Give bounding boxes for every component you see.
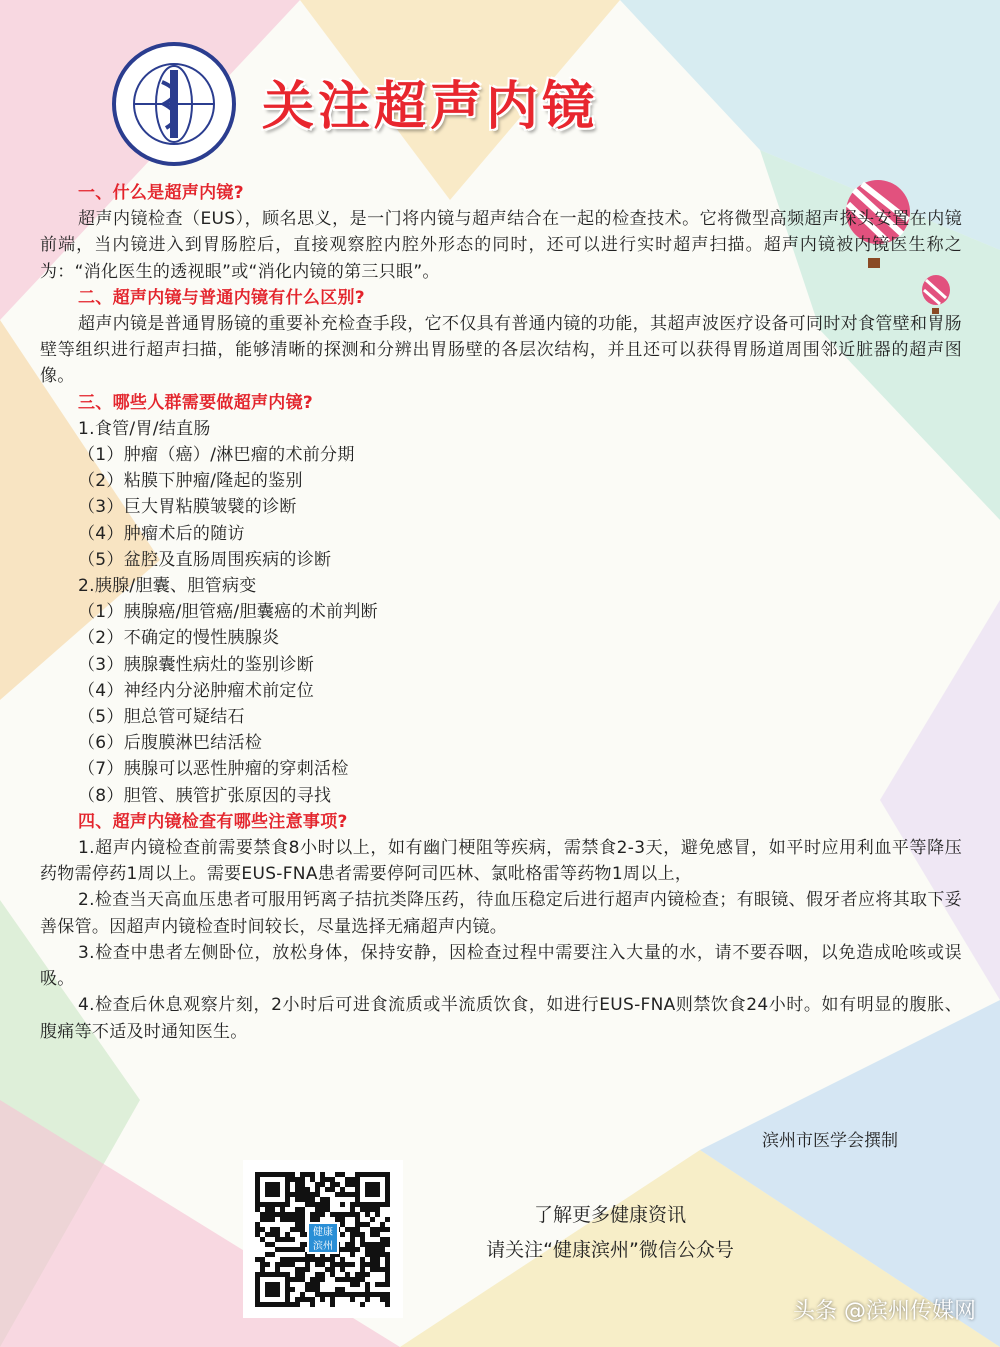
- follow-line1: 了解更多健康资讯: [533, 1204, 686, 1226]
- watermark: 头条 @滨州传媒网: [793, 1299, 976, 1324]
- paragraph: 4.检查后休息观察片刻，2小时后可进食流质或半流质饮食，如进行EUS-FNA则禁饮食24小时。如有明显的腹胀、腹痛等不适及时通知医生。: [40, 995, 962, 1042]
- list-item: （3）胰腺囊性病灶的鉴别诊断: [78, 654, 315, 675]
- qr-badge-line1: 健康: [313, 1227, 333, 1238]
- section-heading: 二、超声内镜与普通内镜有什么区别?: [78, 287, 365, 308]
- paragraph: 2.检查当天高血压患者可服用钙离子拮抗类降压药，待血压稳定后进行超声内镜检查；有眼镜、假牙者应将其取下妥善保管。因超声内镜检查时间较长，尽量选择无痛超声内镜。: [40, 890, 962, 937]
- author-credit: 滨州市医学会撰制: [762, 1131, 898, 1151]
- section-heading: 三、哪些人群需要做超声内镜?: [78, 392, 314, 413]
- list-item: （4）神经内分泌肿瘤术前定位: [78, 680, 315, 701]
- paragraph: 超声内镜是普通胃肠镜的重要补充检查手段，它不仅具有普通内镜的功能，其超声波医疗设备可同时对食管壁和胃肠壁等组织进行超声扫描，能够清晰的探测和分辨出胃肠壁的各层次结构，并且还可以获得胃肠道周围邻近脏器的超声图像。: [40, 314, 962, 387]
- section-heading: 四、超声内镜检查有哪些注意事项?: [78, 811, 348, 832]
- list-item: （8）胆管、胰管扩张原因的寻找: [78, 785, 332, 806]
- follow-line2: 请关注“健康滨州”微信公众号: [486, 1239, 734, 1261]
- list-item: （5）盆腔及直肠周围疾病的诊断: [78, 549, 332, 570]
- list-item: （1）胰腺癌/胆管癌/胆囊癌的术前判断: [78, 602, 378, 623]
- health-commission-logo: [112, 42, 236, 166]
- list-item: 1.食管/胃/结直肠: [78, 418, 211, 439]
- paragraph: 3.检查中患者左侧卧位，放松身体，保持安静，因检查过程中需要注入大量的水，请不要吞咽，以免造成呛咳或误吸。: [40, 942, 962, 990]
- list-item: （3）巨大胃粘膜皱襞的诊断: [78, 497, 297, 518]
- list-item: （4）肿瘤术后的随访: [78, 523, 245, 544]
- list-item: （5）胆总管可疑结石: [78, 707, 245, 728]
- list-item: 2.胰腺/胆囊、胆管病变: [78, 576, 257, 597]
- list-item: （7）胰腺可以恶性肿瘤的穿刺活检: [78, 759, 349, 780]
- article-body: [40, 180, 962, 1045]
- section-heading: 一、什么是超声内镜?: [78, 183, 244, 203]
- page-title: 关注超声内镜: [262, 77, 599, 137]
- list-item: （6）后腹膜淋巴结活检: [78, 733, 263, 754]
- list-item: （1）肿瘤（癌）/淋巴瘤的术前分期: [78, 445, 355, 466]
- wechat-qr-code[interactable]: [243, 1160, 403, 1318]
- list-item: （2）不确定的慢性胰腺炎: [78, 628, 280, 649]
- paragraph: 超声内镜检查（EUS），顾名思义，是一门将内镜与超声结合在一起的检查技术。它将微型高频超声探头安置在内镜前端，当内镜进入到胃肠腔后，直接观察腔内腔外形态的同时，还可以进行实时超声扫描。超声内镜被内镜医生称之为：“消化医生的透视眼”或“消化内镜的第三只眼”。: [40, 209, 962, 282]
- list-item: （2）粘膜下肿瘤/隆起的鉴别: [78, 471, 303, 492]
- qr-badge: [307, 1222, 339, 1254]
- qr-badge-line2: 滨州: [313, 1241, 333, 1252]
- follow-prompt: [430, 1198, 790, 1268]
- paragraph: 1.超声内镜检查前需要禁食8小时以上，如有幽门梗阻等疾病，需禁食2-3天，避免感冒，如平时应用利血平等降压药物需停药1周以上。需要EUS-FNA患者需要停阿司匹林、氯吡格雷等药物1周以上，: [40, 838, 962, 885]
